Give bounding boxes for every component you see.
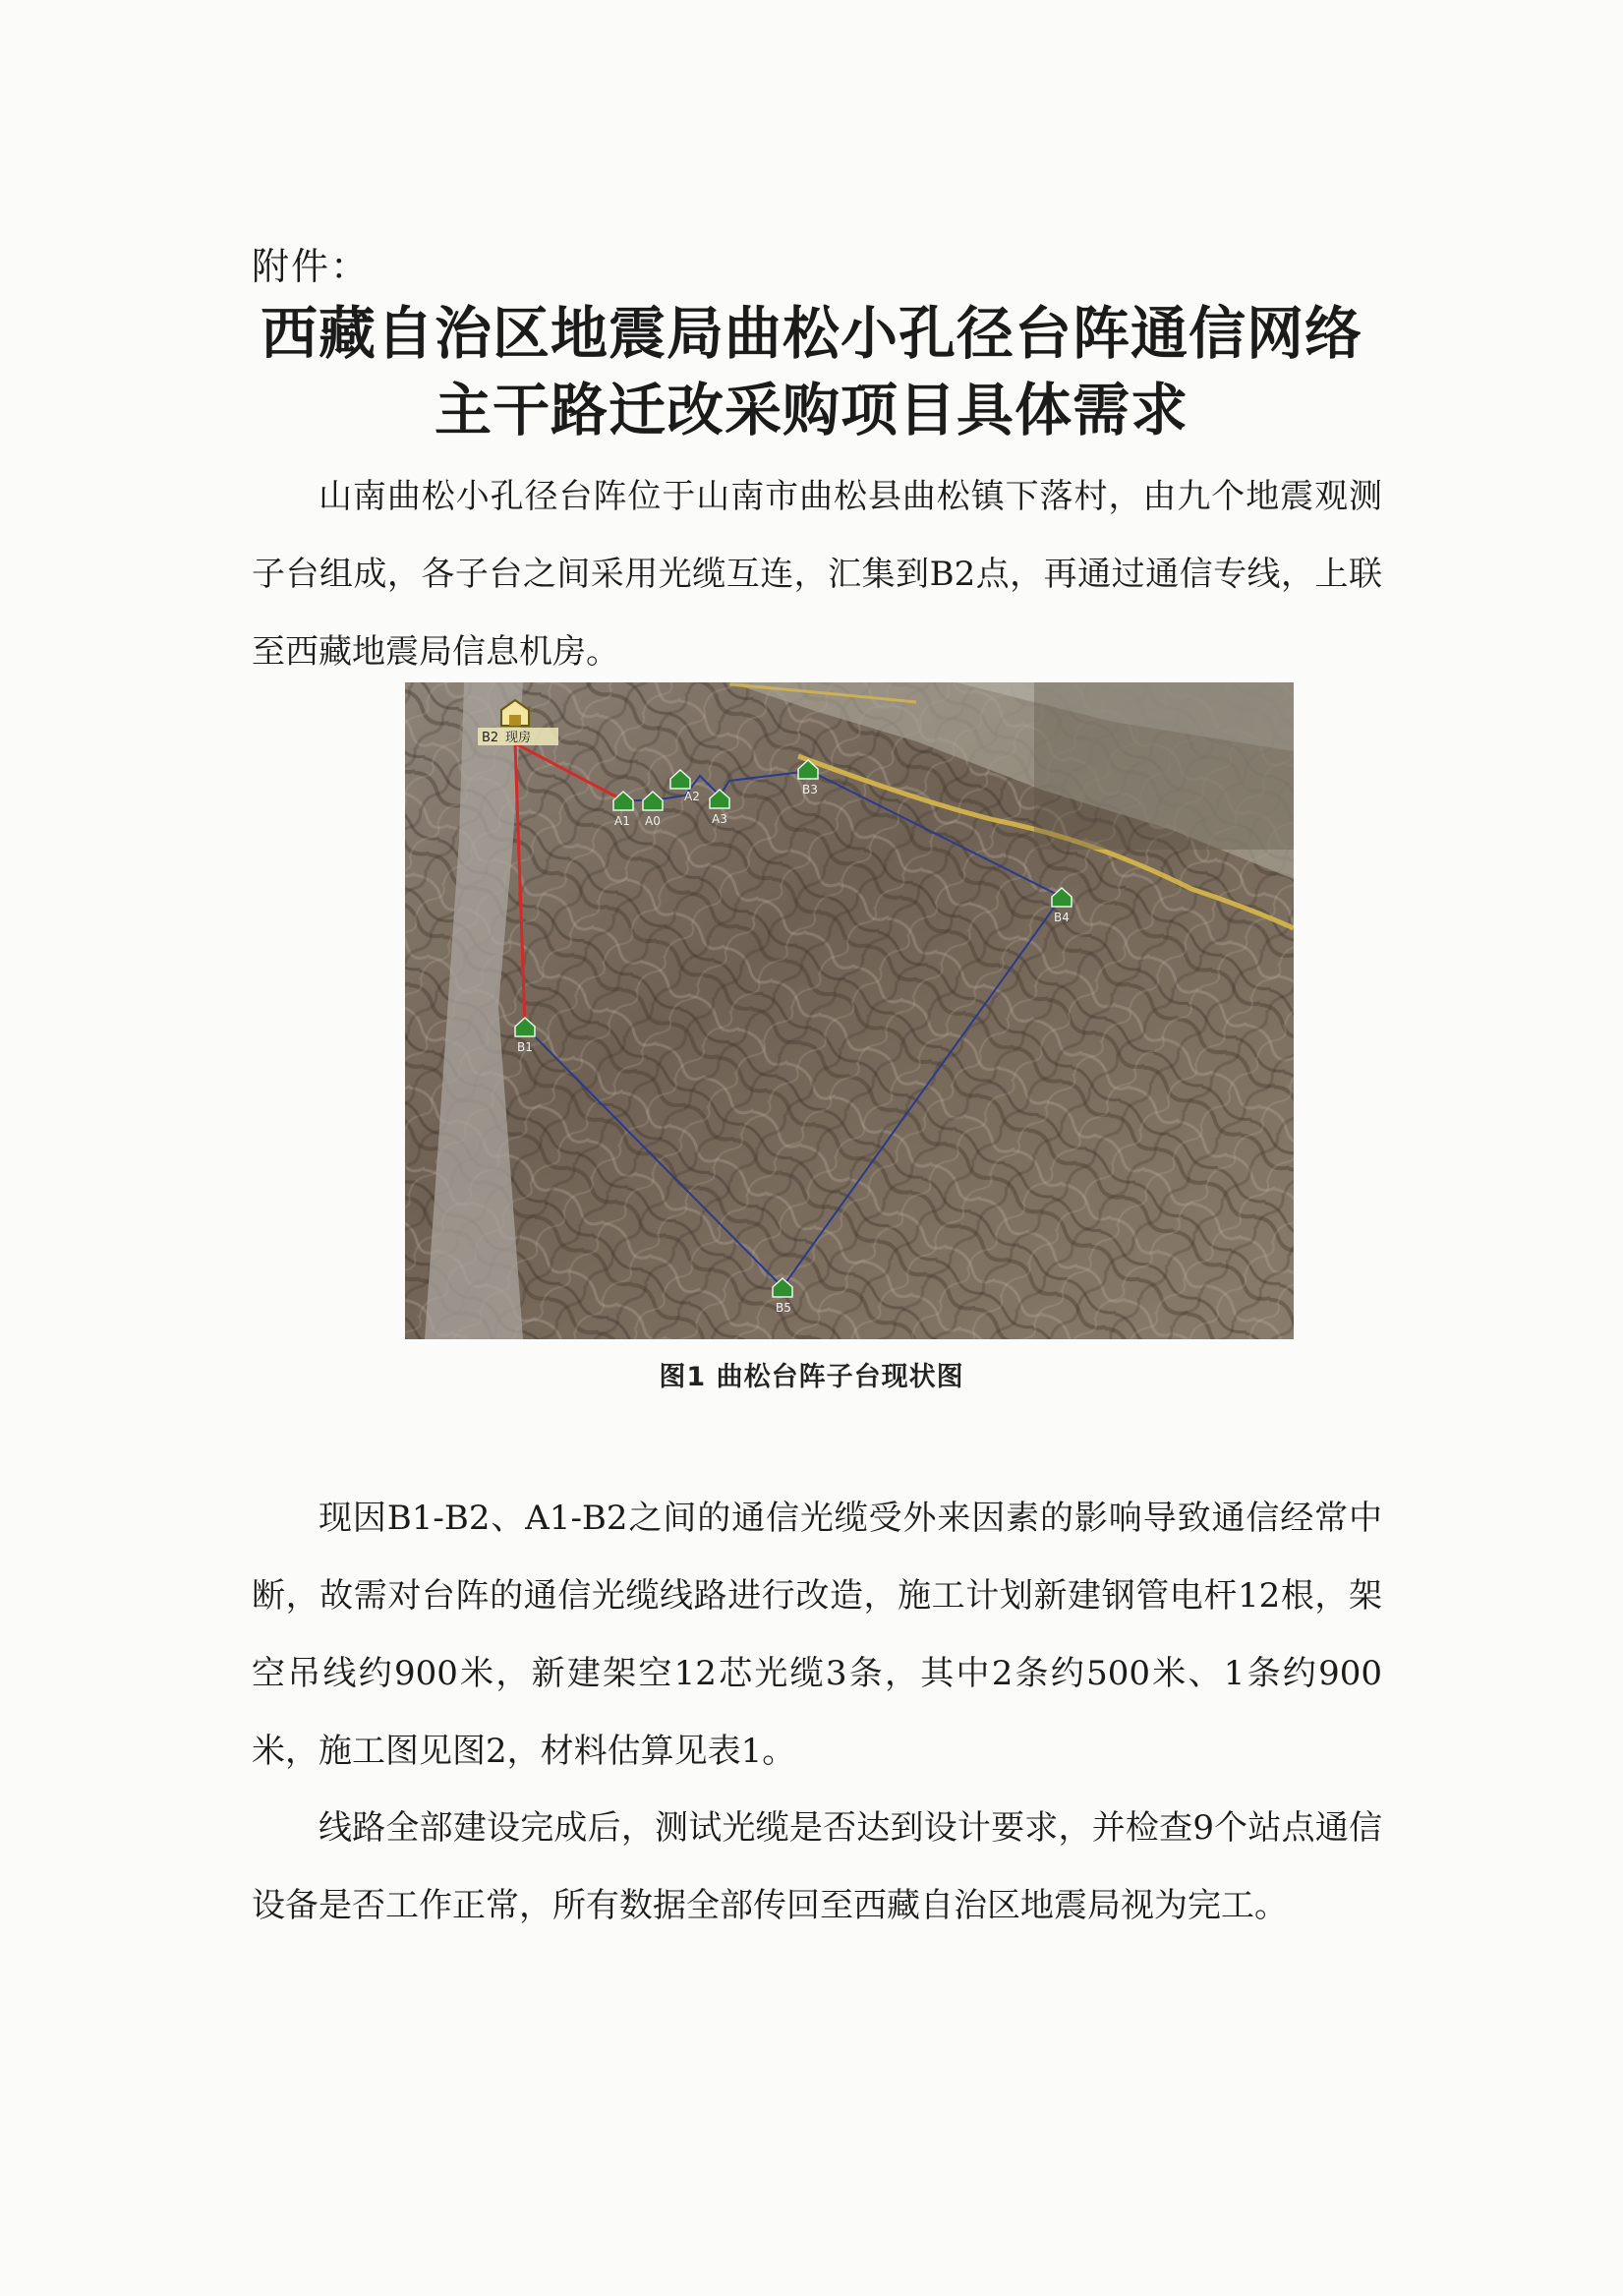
station-a3-label: A3 xyxy=(712,812,727,826)
attachment-label: 附件： xyxy=(252,245,371,288)
satellite-map-figure xyxy=(405,682,1294,1339)
station-b2-suffix: 现房 xyxy=(505,731,532,745)
station-b5-label: B5 xyxy=(776,1301,791,1315)
station-a2-label: A2 xyxy=(684,790,700,803)
station-a0-label: A0 xyxy=(645,814,661,828)
document-title-line-2: 主干路迁改采购项目具体需求 xyxy=(434,377,1188,443)
station-a1-label: A1 xyxy=(614,814,630,828)
station-b1-marker[interactable] xyxy=(515,1018,535,1054)
station-a0-marker[interactable] xyxy=(643,792,663,828)
paragraph-problem: 现因B1-B2、A1-B2之间的通信光缆受外来因素的影响导致通信经常中断，故需对台阵的通信光缆线路进行改造，施工计划新建钢管电杆12根，架空吊线约900米，新建架空12芯光缆3条，其中2条约500米、1条约900米，施工图见图2，材料估算见表1。 xyxy=(252,1499,1382,1771)
station-b3-label: B3 xyxy=(802,783,818,796)
cliff-area xyxy=(1034,682,1294,850)
paragraph-completion: 线路全部建设完成后，测试光缆是否达到设计要求，并检查9个站点通信设备是否工作正常，所有数据全部传回至西藏自治区地震局视为完工。 xyxy=(252,1808,1382,1925)
document-title-line-1: 西藏自治区地震局曲松小孔径台阵通信网络 xyxy=(260,300,1362,367)
station-b4-marker[interactable] xyxy=(1052,888,1072,924)
station-a3-marker[interactable] xyxy=(710,790,729,826)
satellite-map xyxy=(405,682,1294,1339)
station-b4-label: B4 xyxy=(1054,911,1070,924)
figure-caption: 图1 曲松台阵子台现状图 xyxy=(659,1362,964,1392)
station-b1-label: B1 xyxy=(517,1040,533,1054)
paragraph-intro: 山南曲松小孔径台阵位于山南市曲松县曲松镇下落村，由九个地震观测子台组成，各子台之间采用光缆互连，汇集到B2点，再通过通信专线，上联至西藏地震局信息机房。 xyxy=(252,477,1382,672)
station-b2-label: B2 xyxy=(482,731,499,745)
station-b5-marker[interactable] xyxy=(773,1278,792,1315)
